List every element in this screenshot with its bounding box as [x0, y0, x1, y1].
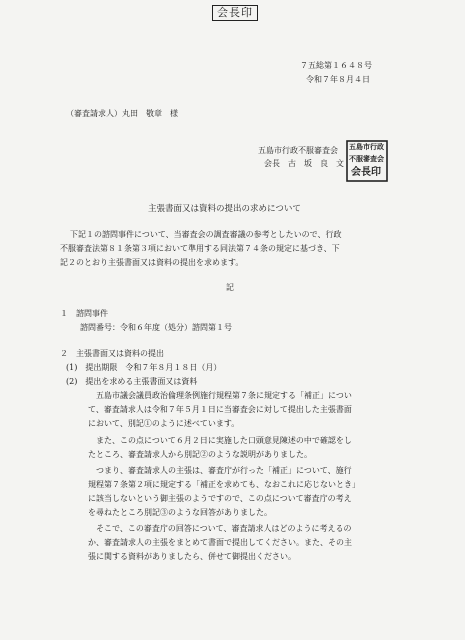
- para-3-line-3: に該当しないという御主張のようですので、この点について審査庁の考え: [88, 494, 352, 503]
- section-2-heading: ２ 主張書面又は資料の提出: [60, 349, 164, 358]
- para-4-line-2: か、審査請求人の主張をまとめて書面で提出してください。また、その主: [88, 538, 352, 547]
- document-number: ７五総第１６４８号: [300, 61, 372, 70]
- chair-seal-stamp: 会長印: [212, 5, 258, 21]
- intro-line-2: 不服審査法第８１条第３項において準用する同法第７４条の規定に基づき、下: [60, 244, 340, 253]
- para-4-line-3: 張に関する資料がありましたら、併せて御提出ください。: [88, 552, 296, 561]
- document-date: 令和７年８月４日: [306, 75, 370, 84]
- intro-line-3: 記２のとおり主張書面又は資料の提出を求めます。: [60, 258, 244, 267]
- section-2-item-2: (2) 提出を求める主張書面又は資料: [66, 377, 198, 386]
- sender-organization: 五島市行政不服審査会: [258, 146, 338, 155]
- para-3-line-2: 規程第７条第２項に規定する「補正を求めても、なおこれに応じないとき」: [88, 480, 360, 489]
- ki-marker: 記: [226, 283, 234, 292]
- section-2-item-1: (1) 提出期限 令和７年８月１８日（月）: [66, 363, 222, 372]
- para-2-line-2: たところ、審査請求人から別記②のような説明がありました。: [88, 450, 312, 459]
- sender-chair-name: 会長 古 坂 良 文: [264, 159, 344, 168]
- addressee: （審査請求人）丸田 敬章 様: [66, 109, 178, 118]
- seal-line-2: 不服審査会: [349, 154, 384, 163]
- para-1-line-3: において、別記①のように述べています。: [88, 419, 240, 428]
- seal-line-1: 五島市行政: [349, 142, 384, 151]
- section-1-heading: １ 諮問事件: [60, 309, 108, 318]
- intro-line-1: 下記１の諮問事件について、当審査会の調査審議の参考としたいので、行政: [70, 230, 342, 239]
- para-3-line-1: つまり、審査請求人の主張は、審査庁が行った「補正」について、施行: [96, 466, 352, 475]
- para-1-line-2: て、審査請求人は令和７年５月１日に当審査会に対して提出した主張書面: [88, 405, 352, 414]
- para-1-line-1: 五島市議会議員政治倫理条例施行規程第７条に規定する「補正」につい: [96, 391, 352, 400]
- document-title: 主張書面又は資料の提出の求めについて: [148, 204, 301, 214]
- para-2-line-1: また、この点について６月２日に実施した口頭意見陳述の中で確認をし: [96, 436, 352, 445]
- para-4-line-1: そこで、この審査庁の回答について、審査請求人はどのように考えるの: [96, 524, 352, 533]
- section-1-detail: 諮問番号：令和６年度（処分）諮問第１号: [80, 323, 232, 332]
- para-3-line-4: を尋ねたところ別記③のような回答がありました。: [88, 508, 272, 517]
- seal-line-3: 会長印: [351, 167, 381, 178]
